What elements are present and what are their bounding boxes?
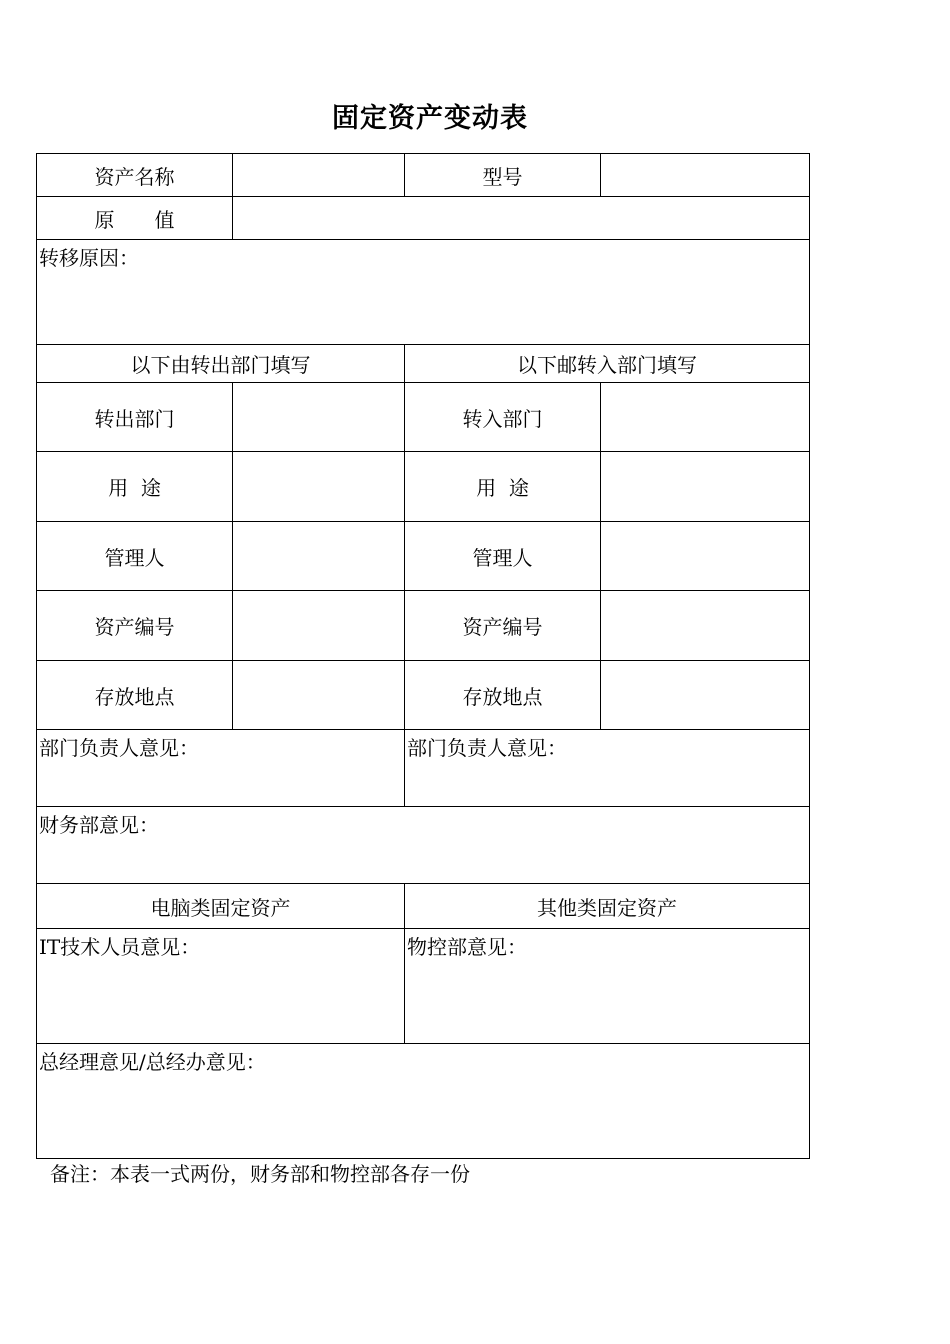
out-dept-label: 转出部门 (37, 383, 233, 452)
finance-opinion-field[interactable] (37, 807, 810, 884)
it-opinion-field[interactable] (37, 929, 405, 1044)
gm-opinion-field[interactable] (37, 1044, 810, 1159)
out-usage-field[interactable] (233, 452, 405, 522)
out-dept-head-opinion-field[interactable] (37, 730, 405, 807)
transfer-reason-field[interactable] (37, 240, 810, 345)
transfer-reason-label: 转移原因： (39, 246, 139, 270)
computer-assets-label: 电脑类固定资产 (37, 884, 405, 929)
material-control-opinion-field[interactable] (405, 929, 810, 1044)
in-manager-label: 管理人 (405, 522, 601, 591)
out-manager-label: 管理人 (37, 522, 233, 591)
in-manager-field[interactable] (601, 522, 810, 591)
in-dept-field[interactable] (601, 383, 810, 452)
it-opinion-label: IT技术人员意见： (39, 935, 201, 959)
in-asset-number-label: 资产编号 (405, 591, 601, 661)
other-assets-label: 其他类固定资产 (405, 884, 810, 929)
in-usage-field[interactable] (601, 452, 810, 522)
in-location-label: 存放地点 (405, 661, 601, 730)
in-location-field[interactable] (601, 661, 810, 730)
asset-name-label: 资产名称 (37, 154, 233, 197)
finance-opinion-label: 财务部意见： (39, 813, 159, 837)
original-value-field[interactable] (233, 197, 810, 240)
asset-change-form (36, 153, 810, 1159)
in-asset-number-field[interactable] (601, 591, 810, 661)
out-dept-header: 以下由转出部门填写 (37, 345, 405, 383)
in-dept-head-opinion-label: 部门负责人意见： (407, 736, 567, 760)
original-value-label: 原 值 (37, 197, 233, 240)
out-asset-number-field[interactable] (233, 591, 405, 661)
out-manager-field[interactable] (233, 522, 405, 591)
out-location-label: 存放地点 (37, 661, 233, 730)
asset-name-field[interactable] (233, 154, 405, 197)
out-dept-head-opinion-label: 部门负责人意见： (39, 736, 199, 760)
model-label: 型号 (405, 154, 601, 197)
footer-note: 备注：本表一式两份，财务部和物控部各存一份 (50, 1162, 470, 1186)
out-usage-label: 用 途 (37, 452, 233, 522)
gm-opinion-label: 总经理意见/总经办意见： (39, 1050, 266, 1074)
material-control-opinion-label: 物控部意见： (407, 935, 527, 959)
out-dept-field[interactable] (233, 383, 405, 452)
model-field[interactable] (601, 154, 810, 197)
in-dept-header: 以下邮转入部门填写 (405, 345, 810, 383)
in-dept-label: 转入部门 (405, 383, 601, 452)
out-asset-number-label: 资产编号 (37, 591, 233, 661)
form-title: 固定资产变动表 (332, 103, 528, 134)
out-location-field[interactable] (233, 661, 405, 730)
in-usage-label: 用 途 (405, 452, 601, 522)
in-dept-head-opinion-field[interactable] (405, 730, 810, 807)
